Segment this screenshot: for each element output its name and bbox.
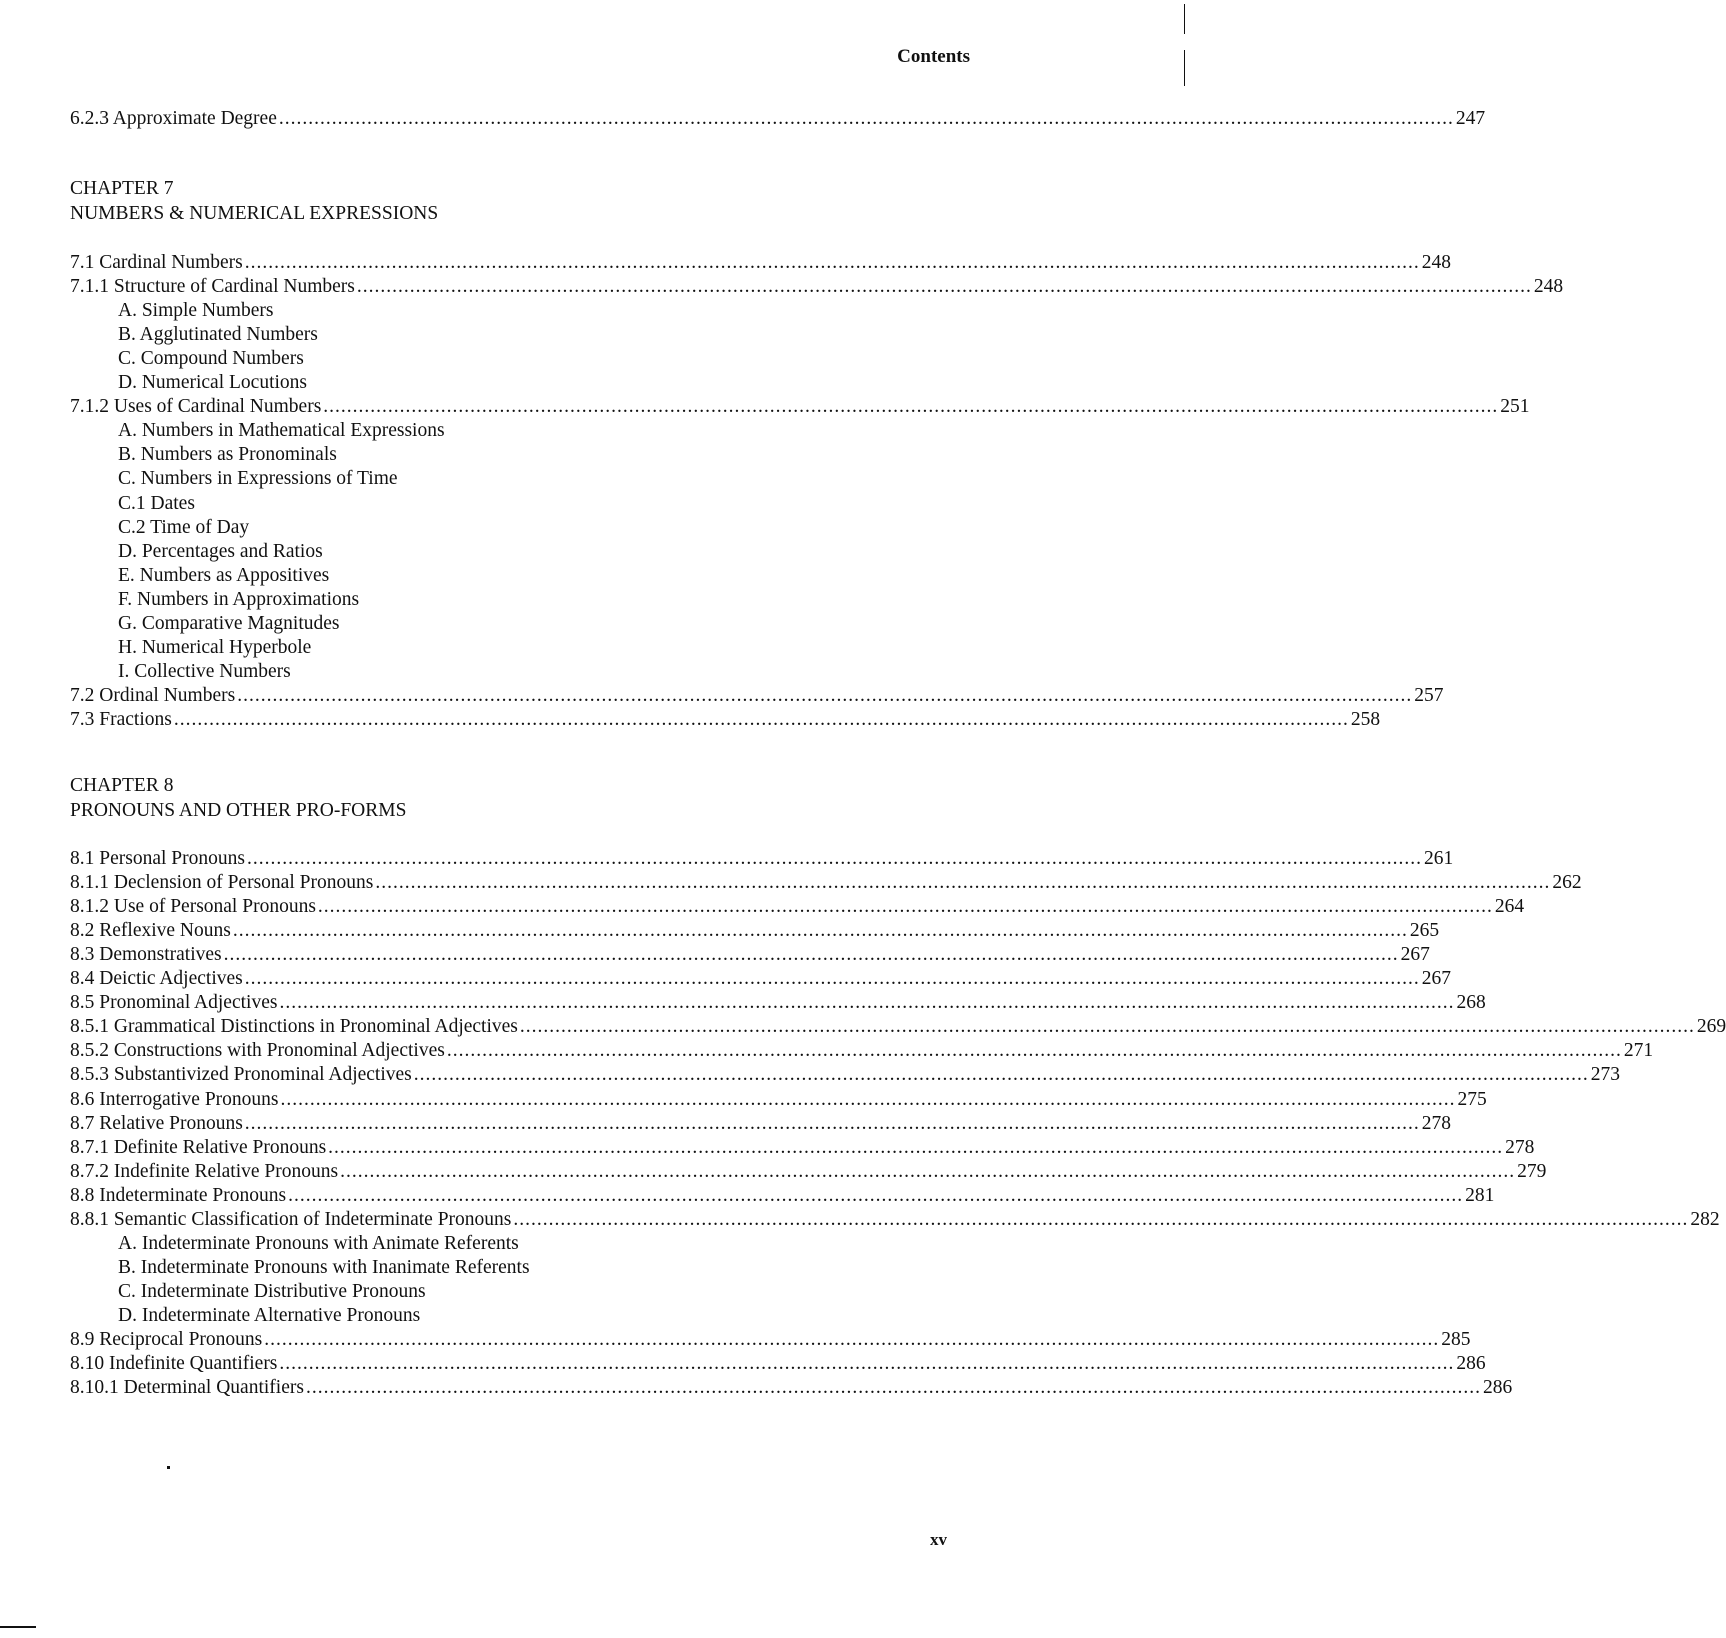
entry-page-number: 271 <box>1623 1040 1654 1062</box>
toc-subentry <box>118 370 966 395</box>
entry-label: 6.2.3 Approximate Degree <box>70 108 277 129</box>
toc-entry <box>70 1135 1535 1160</box>
entry-label: 8.10 Indefinite Quantifiers <box>70 1353 278 1375</box>
toc-subentry <box>118 659 966 684</box>
dot-leader: ........................................................................................................................................................................................................ <box>288 1184 1464 1206</box>
entry-page-number: 267 <box>1400 944 1430 966</box>
scan-edge-mark <box>1184 4 1185 34</box>
entry-page-number: 278 <box>1421 1112 1452 1134</box>
entry-page-number: 257 <box>1414 684 1444 706</box>
dot-leader: ........................................................................................................................................................................................................ <box>278 108 1454 129</box>
entry-page-number: 268 <box>1456 992 1486 1014</box>
entry-page-number: 247 <box>1455 108 1486 129</box>
entry-page-number: 278 <box>1505 1136 1535 1158</box>
toc-subentry <box>118 442 966 467</box>
toc-subentry <box>118 346 966 371</box>
entry-label: A. Indeterminate Pronouns with Animate Referents <box>118 1232 519 1254</box>
toc-subentry <box>118 322 966 347</box>
entry-label: 8.9 Reciprocal Pronouns <box>70 1329 263 1350</box>
entry-label: C. Numbers in Expressions of Time <box>118 468 398 490</box>
toc-subentry <box>118 298 966 323</box>
toc-entry <box>70 1207 1720 1232</box>
entry-label: 8.4 Deictic Adjectives <box>70 968 243 990</box>
entry-label: 8.10.1 Determinal Quantifiers <box>70 1377 304 1399</box>
toc-subentry <box>118 1303 966 1328</box>
entry-label: 7.1.1 Structure of Cardinal Numbers <box>70 276 355 298</box>
entry-page-number: 273 <box>1590 1064 1621 1086</box>
toc-subentry <box>118 515 966 540</box>
toc-entry <box>70 846 1454 871</box>
toc-subentry <box>118 635 966 660</box>
page-number: xv <box>930 1530 947 1549</box>
toc-entry <box>70 1375 1513 1400</box>
toc-entry <box>70 1038 1654 1063</box>
toc-entry <box>70 1159 1547 1184</box>
dot-leader: ........................................................................................................................................................................................................ <box>375 872 1551 894</box>
toc-entry <box>70 990 1486 1015</box>
entry-label: 7.2 Ordinal Numbers <box>70 684 236 706</box>
entry-page-number: 267 <box>1421 968 1451 990</box>
toc-entry <box>70 683 1444 708</box>
toc-entry <box>70 1014 1726 1039</box>
entry-label: C. Compound Numbers <box>118 348 304 370</box>
dot-leader: ........................................................................................................................................................................................................ <box>244 252 1420 273</box>
entry-label: 7.3 Fractions <box>70 708 172 730</box>
dot-leader: ........................................................................................................................................................................................................ <box>232 920 1408 942</box>
dot-leader: ........................................................................................................................................................................................................ <box>340 1160 1516 1182</box>
entry-label: 8.7.1 Definite Relative Pronouns <box>70 1136 327 1158</box>
toc-subentry <box>118 1255 966 1280</box>
entry-page-number: 286 <box>1482 1377 1513 1399</box>
scan-edge-mark <box>1184 50 1185 86</box>
toc-entry <box>70 1087 1487 1112</box>
entry-page-number: 279 <box>1517 1160 1547 1182</box>
entry-label: 8.8 Indeterminate Pronouns <box>70 1184 287 1206</box>
entry-label: D. Indeterminate Alternative Pronouns <box>118 1304 421 1326</box>
entry-page-number: 286 <box>1456 1353 1486 1375</box>
entry-label: 8.5.2 Constructions with Pronominal Adjectives <box>70 1040 445 1062</box>
entry-label: C.2 Time of Day <box>118 516 250 538</box>
chapter-7-heading: CHAPTER 7 <box>70 178 174 199</box>
entry-label: F. Numbers in Approximations <box>118 588 360 610</box>
entry-label: H. Numerical Hyperbole <box>118 636 312 658</box>
dot-leader: ........................................................................................................................................................................................................ <box>279 1353 1455 1375</box>
dot-leader: ........................................................................................................................................................................................................ <box>244 1112 1420 1134</box>
entry-page-number: 262 <box>1552 872 1582 894</box>
entry-label: 8.1 Personal Pronouns <box>70 848 245 869</box>
entry-label: 8.6 Interrogative Pronouns <box>70 1088 279 1110</box>
toc-subentry <box>118 611 966 636</box>
entry-label: 8.5.3 Substantivized Pronominal Adjectives <box>70 1064 412 1086</box>
scan-edge-mark <box>0 1626 36 1628</box>
entry-label: D. Percentages and Ratios <box>118 540 323 562</box>
entry-page-number: 275 <box>1457 1088 1487 1110</box>
dot-leader: ........................................................................................................................................................................................................ <box>279 992 1455 1014</box>
entry-page-number: 285 <box>1441 1329 1471 1350</box>
entry-label: 8.2 Reflexive Nouns <box>70 920 231 942</box>
dot-leader: ........................................................................................................................................................................................................ <box>173 708 1349 730</box>
entry-label: C. Indeterminate Distributive Pronouns <box>118 1280 426 1302</box>
dot-leader: ........................................................................................................................................................................................................ <box>223 944 1399 966</box>
running-header: Contents <box>897 46 970 67</box>
chapter-7-title: NUMBERS & NUMERICAL EXPRESSIONS <box>70 203 439 224</box>
toc-entry <box>70 1062 1621 1087</box>
toc-entry <box>70 250 1452 275</box>
entry-label: 8.3 Demonstratives <box>70 944 222 966</box>
entry-page-number: 269 <box>1696 1016 1726 1038</box>
toc-subentry <box>118 587 966 612</box>
entry-label: 8.5 Pronominal Adjectives <box>70 992 278 1014</box>
toc-subentry <box>118 1279 966 1304</box>
entry-label: A. Simple Numbers <box>118 300 274 322</box>
dot-leader: ........................................................................................................................................................................................................ <box>413 1064 1589 1086</box>
toc-subentry <box>118 491 966 516</box>
dot-leader: ........................................................................................................................................................................................................ <box>356 276 1532 298</box>
toc-entry <box>70 942 1430 967</box>
dot-leader: ........................................................................................................................................................................................................ <box>246 848 1422 869</box>
entry-page-number: 248 <box>1533 276 1564 298</box>
entry-label: D. Numerical Locutions <box>118 372 307 394</box>
entry-page-number: 281 <box>1465 1184 1495 1206</box>
dot-leader: ........................................................................................................................................................................................................ <box>513 1208 1689 1230</box>
toc-subentry <box>118 418 966 443</box>
entry-label: 8.7 Relative Pronouns <box>70 1112 243 1134</box>
toc-entry <box>70 1327 1471 1352</box>
dot-leader: ........................................................................................................................................................................................................ <box>264 1329 1440 1350</box>
entry-label: 7.1.2 Uses of Cardinal Numbers <box>70 396 322 418</box>
toc-entry <box>70 106 1486 131</box>
entry-label: A. Numbers in Mathematical Expressions <box>118 420 445 442</box>
toc-entry <box>70 1183 1495 1208</box>
entry-label: E. Numbers as Appositives <box>118 564 330 586</box>
toc-entry <box>70 1351 1486 1376</box>
entry-label: C.1 Dates <box>118 492 195 514</box>
dot-leader: ........................................................................................................................................................................................................ <box>280 1088 1456 1110</box>
chapter-8-title: PRONOUNS AND OTHER PRO-FORMS <box>70 800 407 821</box>
toc-entry <box>70 870 1582 895</box>
scan-speck <box>167 1466 170 1469</box>
entry-label: B. Indeterminate Pronouns with Inanimate Referents <box>118 1256 530 1278</box>
entry-page-number: 258 <box>1350 708 1381 730</box>
entry-label: 8.5.1 Grammatical Distinctions in Pronominal Adjectives <box>70 1016 518 1038</box>
chapter-8-heading: CHAPTER 8 <box>70 775 174 796</box>
entry-label: G. Comparative Magnitudes <box>118 612 340 634</box>
toc-entry <box>70 707 1381 732</box>
dot-leader: ........................................................................................................................................................................................................ <box>328 1136 1504 1158</box>
entry-page-number: 248 <box>1421 252 1452 273</box>
entry-label: 8.7.2 Indefinite Relative Pronouns <box>70 1160 339 1182</box>
dot-leader: ........................................................................................................................................................................................................ <box>323 396 1499 418</box>
entry-label: B. Agglutinated Numbers <box>118 324 318 346</box>
toc-entry <box>70 394 1530 419</box>
entry-label: 7.1 Cardinal Numbers <box>70 252 243 273</box>
dot-leader: ........................................................................................................................................................................................................ <box>244 968 1420 990</box>
dot-leader: ........................................................................................................................................................................................................ <box>317 896 1493 918</box>
toc-entry <box>70 1111 1452 1136</box>
entry-page-number: 265 <box>1409 920 1440 942</box>
dot-leader: ........................................................................................................................................................................................................ <box>446 1040 1622 1062</box>
dot-leader: ........................................................................................................................................................................................................ <box>519 1016 1695 1038</box>
entry-label: 8.1.2 Use of Personal Pronouns <box>70 896 316 918</box>
toc-subentry <box>118 1231 966 1256</box>
entry-label: 8.8.1 Semantic Classification of Indeterminate Pronouns <box>70 1208 512 1230</box>
entry-page-number: 282 <box>1690 1208 1720 1230</box>
entry-label: I. Collective Numbers <box>118 660 291 682</box>
toc-subentry <box>118 466 966 491</box>
toc-entry <box>70 274 1564 299</box>
entry-page-number: 264 <box>1494 896 1525 918</box>
toc-entry <box>70 894 1525 919</box>
toc-subentry <box>118 563 966 588</box>
dot-leader: ........................................................................................................................................................................................................ <box>237 684 1413 706</box>
toc-entry <box>70 966 1451 991</box>
entry-label: B. Numbers as Pronominals <box>118 444 337 466</box>
dot-leader: ........................................................................................................................................................................................................ <box>305 1377 1481 1399</box>
toc-entry <box>70 918 1440 943</box>
toc-subentry <box>118 539 966 564</box>
entry-page-number: 251 <box>1500 396 1530 418</box>
entry-label: 8.1.1 Declension of Personal Pronouns <box>70 872 374 894</box>
entry-page-number: 261 <box>1423 848 1454 869</box>
